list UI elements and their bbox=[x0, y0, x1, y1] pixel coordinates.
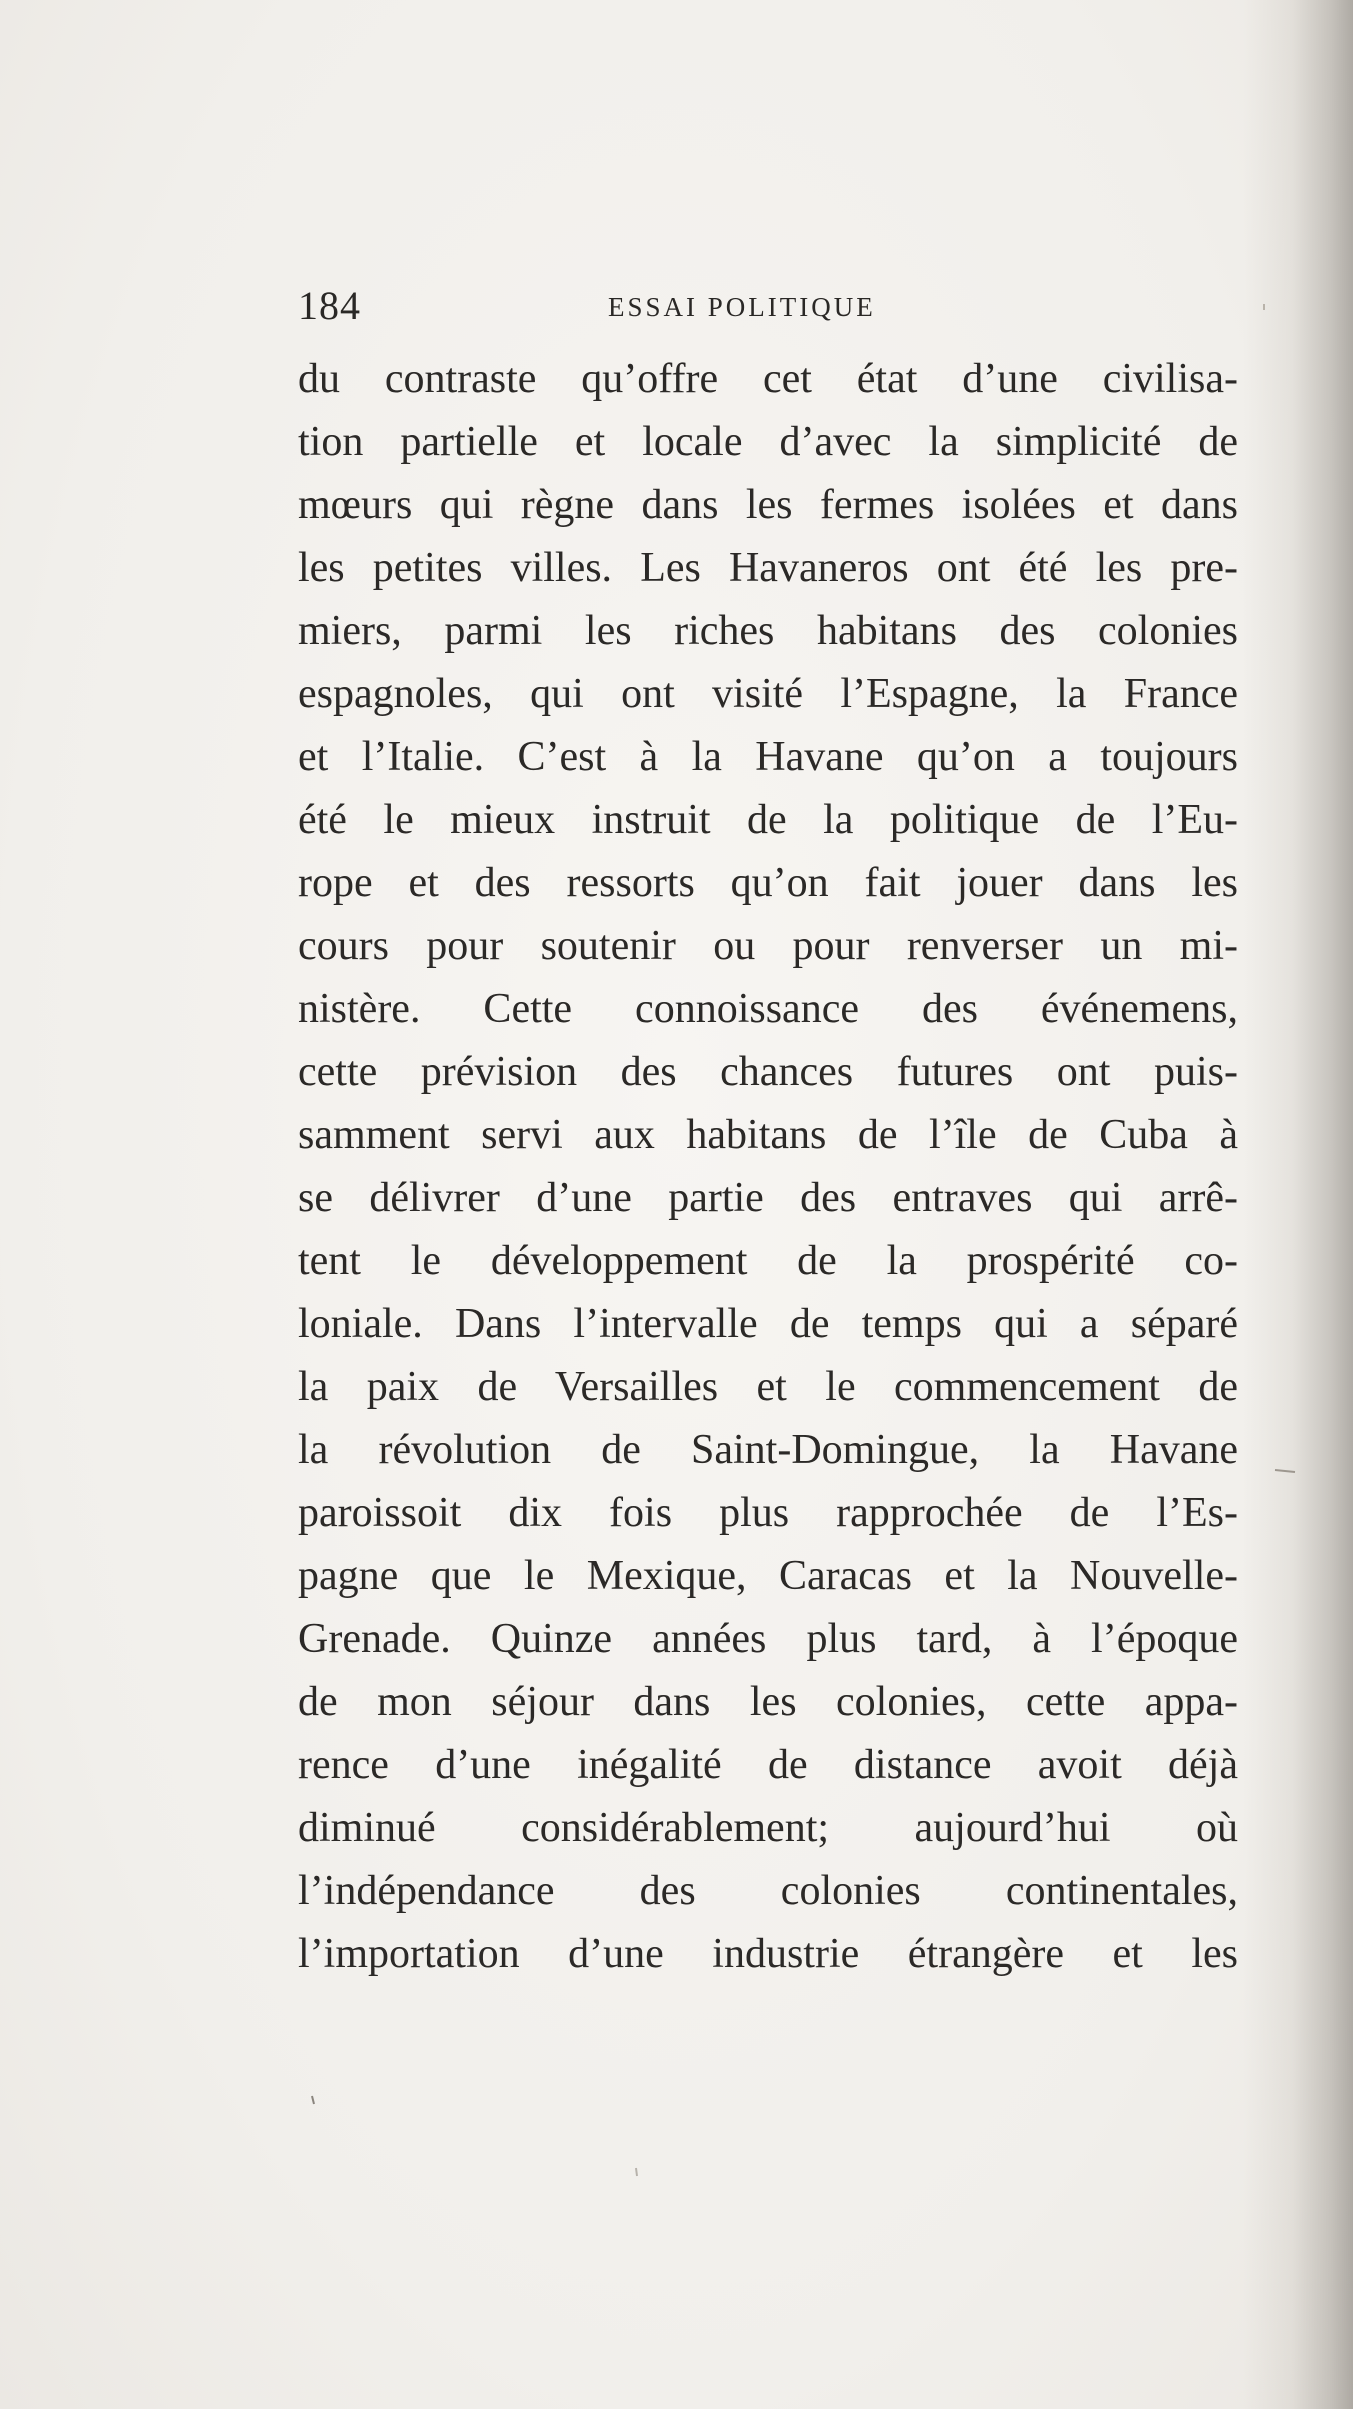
text-line: les petites villes. Les Havaneros ont été les pre- bbox=[298, 545, 1238, 591]
text-line: tent le développement de la prospérité co- bbox=[298, 1238, 1238, 1284]
text-line: paroissoit dix fois plus rapprochée de l’Es- bbox=[298, 1490, 1238, 1536]
text-line: la révolution de Saint-Domingue, la Havane bbox=[298, 1427, 1238, 1473]
text-line: se délivrer d’une partie des entraves qui arrê- bbox=[298, 1175, 1238, 1221]
text-line: de mon séjour dans les colonies, cette appa- bbox=[298, 1679, 1238, 1725]
text-line: cette prévision des chances futures ont puis- bbox=[298, 1049, 1238, 1095]
page-number: 184 bbox=[298, 283, 361, 328]
paper-speck bbox=[636, 2168, 637, 2176]
text-line: Grenade. Quinze années plus tard, à l’époque bbox=[298, 1616, 1238, 1662]
body-text bbox=[298, 348, 1238, 1986]
text-line: rope et des ressorts qu’on fait jouer dans les bbox=[298, 860, 1238, 906]
text-line: et l’Italie. C’est à la Havane qu’on a toujours bbox=[298, 734, 1238, 780]
text-line: l’indépendance des colonies continentales, bbox=[298, 1868, 1238, 1914]
text-line: tion partielle et locale d’avec la simplicité de bbox=[298, 419, 1238, 465]
text-line: miers, parmi les riches habitans des colonies bbox=[298, 608, 1238, 654]
text-line: loniale. Dans l’intervalle de temps qui a séparé bbox=[298, 1301, 1238, 1347]
text-line: samment servi aux habitans de l’île de Cuba à bbox=[298, 1112, 1238, 1158]
text-line: rence d’une inégalité de distance avoit déjà bbox=[298, 1742, 1238, 1788]
text-line: mœurs qui règne dans les fermes isolées et dans bbox=[298, 482, 1238, 528]
text-line: nistère. Cette connoissance des événemens, bbox=[298, 986, 1238, 1032]
running-head bbox=[298, 282, 1233, 332]
text-line: espagnoles, qui ont visité l’Espagne, la France bbox=[298, 671, 1238, 717]
text-line: l’importation d’une industrie étrangère et les bbox=[298, 1931, 1238, 1977]
text-line: la paix de Versailles et le commencement de bbox=[298, 1364, 1238, 1410]
text-line: pagne que le Mexique, Caracas et la Nouvelle- bbox=[298, 1553, 1238, 1599]
text-line: été le mieux instruit de la politique de l’Eu- bbox=[298, 797, 1238, 843]
text-line: du contraste qu’offre cet état d’une civilisa- bbox=[298, 356, 1238, 402]
page-gutter-shadow bbox=[1243, 0, 1353, 2409]
text-line: diminué considérablement; aujourd’hui où bbox=[298, 1805, 1238, 1851]
paper-speck bbox=[312, 2096, 314, 2104]
running-title: ESSAI POLITIQUE bbox=[608, 292, 876, 322]
text-line: cours pour soutenir ou pour renverser un mi- bbox=[298, 923, 1238, 969]
